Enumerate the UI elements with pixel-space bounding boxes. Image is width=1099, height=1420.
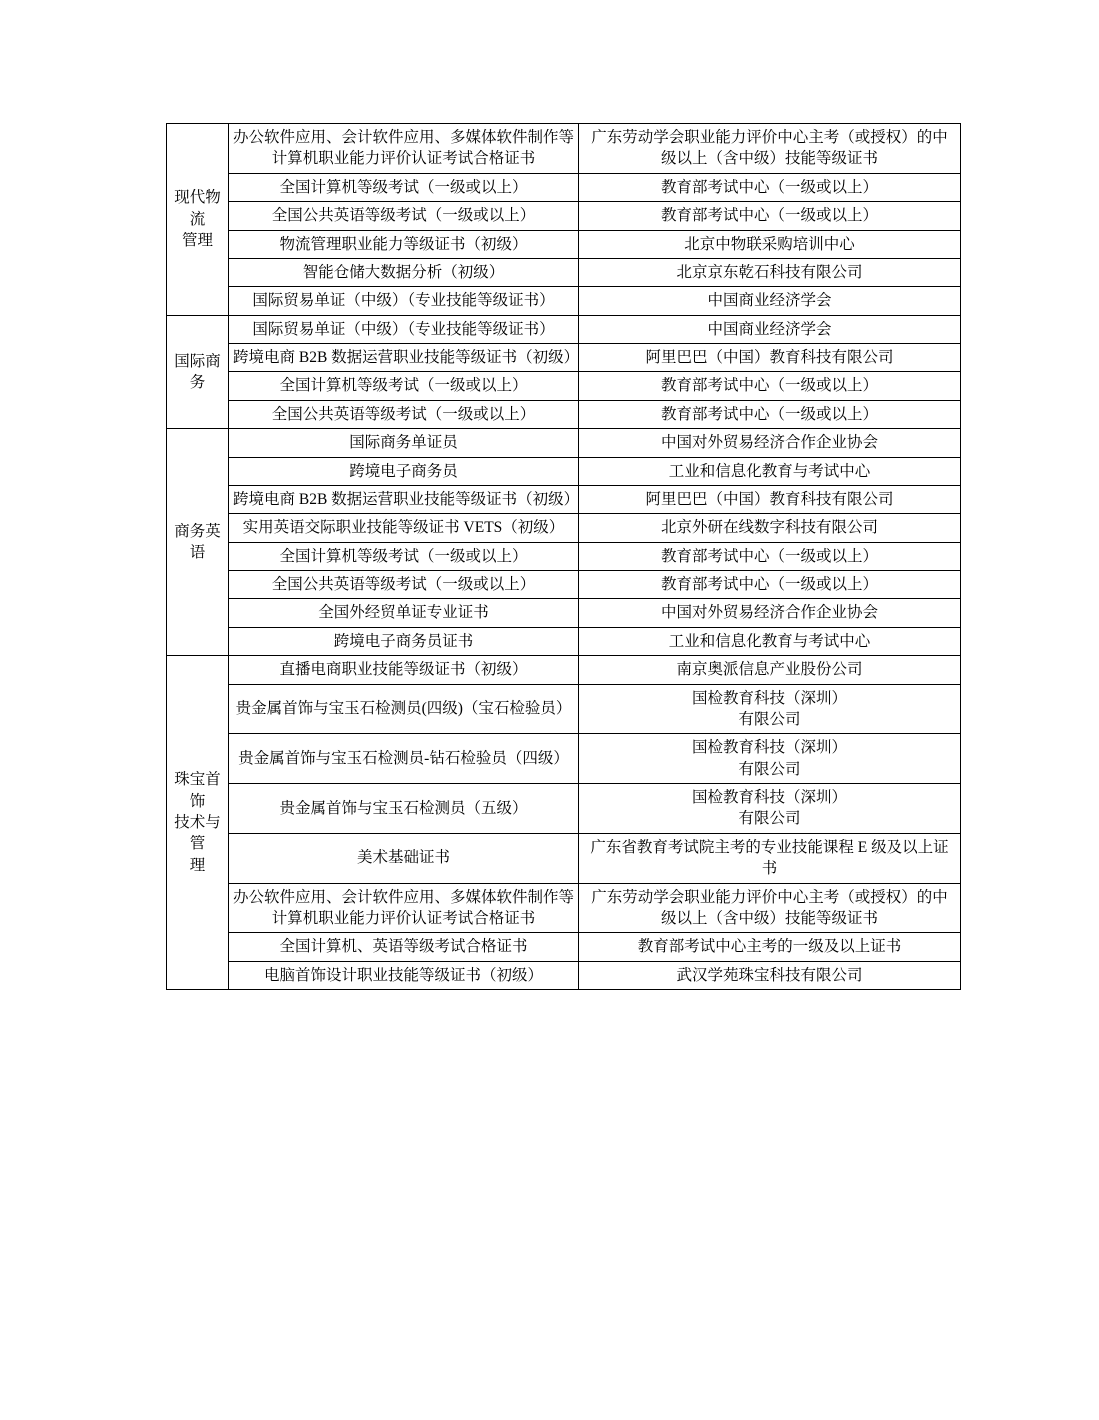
certificate-name-cell	[229, 315, 579, 343]
text-line: 直播电商职业技能等级证书（初级）	[279, 661, 528, 679]
text-line: 书	[761, 860, 778, 878]
table-row	[167, 287, 961, 315]
text-line: 技术与管	[174, 813, 221, 853]
issuer-name-cell	[579, 287, 961, 315]
issuer-name-cell	[579, 514, 961, 542]
certificate-name-cell	[229, 429, 579, 457]
text-line: 跨境电商 B2B 数据运营职业技能等级证书（初级）	[233, 349, 580, 366]
issuer-name-cell	[579, 400, 961, 428]
text-line: 贵金属首饰与宝玉石检测员（五级）	[279, 799, 528, 817]
text-line: 级以上（含中级）技能等级证书	[660, 150, 878, 168]
table-row	[167, 485, 961, 513]
text-line: 贵金属首饰与宝玉石检测员(四级)（宝石检验员）	[235, 700, 572, 718]
text-line: 级以上（含中级）技能等级证书	[660, 909, 878, 927]
text-line: 跨境电商 B2B 数据运营职业技能等级证书（初级）	[233, 490, 580, 508]
issuer-name-cell	[579, 485, 961, 513]
text-line: 国际贸易单证（中级）（专业技能等级证书）	[252, 320, 555, 338]
text-line: 广东劳动学会职业能力评价中心主考（或授权）的中	[591, 888, 948, 906]
table-row	[167, 542, 961, 570]
text-line: 全国公共英语等级考试（一级或以上）	[271, 207, 536, 225]
issuer-name-cell	[579, 883, 961, 933]
text-line: 中国对外贸易经济合作企业协会	[660, 434, 878, 452]
text-line: 管理	[181, 232, 213, 249]
issuer-name-cell	[579, 734, 961, 784]
certificate-name-cell	[229, 287, 579, 315]
text-line: 有限公司	[738, 810, 801, 828]
certificate-name-cell	[229, 734, 579, 784]
certificate-name-cell	[229, 202, 579, 230]
text-line: 教育部考试中心（一级或以上）	[660, 405, 878, 423]
text-line: 国检教育科技（深圳）	[691, 689, 847, 707]
certificate-name-cell	[229, 833, 579, 883]
text-line: 珠宝首饰	[174, 771, 221, 810]
text-line: 广东省教育考试院主考的专业技能课程 E 级及以上证	[590, 838, 949, 856]
issuer-name-cell	[579, 429, 961, 457]
issuer-name-cell	[579, 784, 961, 834]
table-row	[167, 230, 961, 258]
text-line: 办公软件应用、会计软件应用、多媒体软件制作等	[233, 129, 575, 146]
text-line: 智能仓储大数据分析（初级）	[302, 263, 505, 281]
text-line: 教育部考试中心（一级或以上）	[660, 576, 878, 593]
table-row	[167, 656, 961, 684]
issuer-name-cell	[579, 202, 961, 230]
certificate-name-cell	[229, 173, 579, 201]
issuer-name-cell	[579, 542, 961, 570]
table-row	[167, 258, 961, 286]
text-line: 阿里巴巴（中国）教育科技有限公司	[645, 349, 894, 366]
table-row	[167, 883, 961, 933]
text-line: 全国计算机、英语等级考试合格证书	[279, 938, 528, 956]
text-line: 全国公共英语等级考试（一级或以上）	[271, 405, 536, 423]
table-row	[167, 734, 961, 784]
certificate-name-cell	[229, 124, 579, 174]
certificate-name-cell	[229, 961, 579, 989]
major-name-cell	[167, 315, 229, 429]
text-line: 全国公共英语等级考试（一级或以上）	[271, 576, 536, 593]
text-line: 中国对外贸易经济合作企业协会	[660, 604, 878, 622]
certificate-name-cell	[229, 258, 579, 286]
table-row	[167, 372, 961, 400]
text-line: 武汉学苑珠宝科技有限公司	[676, 966, 863, 984]
text-line: 教育部考试中心（一级或以上）	[660, 377, 878, 395]
issuer-name-cell	[579, 173, 961, 201]
text-line: 南京奥派信息产业股份公司	[676, 661, 863, 679]
certificate-name-cell	[229, 400, 579, 428]
text-line: 国际商务单证员	[349, 434, 458, 452]
table-row	[167, 933, 961, 961]
certificate-name-cell	[229, 571, 579, 599]
issuer-name-cell	[579, 124, 961, 174]
text-line: 教育部考试中心主考的一级及以上证书	[637, 938, 902, 956]
text-line: 教育部考试中心（一级或以上）	[660, 547, 878, 565]
issuer-name-cell	[579, 457, 961, 485]
text-line: 全国外经贸单证专业证书	[318, 604, 489, 622]
certificate-name-cell	[229, 230, 579, 258]
text-line: 国检教育科技（深圳）	[691, 789, 847, 806]
text-line: 工业和信息化教育与考试中心	[668, 462, 871, 480]
table-row	[167, 315, 961, 343]
issuer-name-cell	[579, 571, 961, 599]
text-line: 美术基础证书	[356, 849, 450, 867]
table-row	[167, 833, 961, 883]
table-row	[167, 627, 961, 655]
table-row	[167, 429, 961, 457]
text-line: 广东劳动学会职业能力评价中心主考（或授权）的中	[591, 129, 948, 146]
text-line: 全国计算机等级考试（一级或以上）	[279, 547, 528, 565]
table-body	[167, 124, 961, 990]
text-line: 理	[189, 856, 206, 874]
certificate-name-cell	[229, 542, 579, 570]
text-line: 教育部考试中心（一级或以上）	[660, 207, 878, 225]
text-line: 全国计算机等级考试（一级或以上）	[279, 377, 528, 395]
text-line: 计算机职业能力评价认证考试合格证书	[271, 909, 536, 927]
text-line: 教育部考试中心（一级或以上）	[660, 178, 878, 196]
table-row	[167, 684, 961, 734]
certificate-requirements-table	[166, 123, 961, 990]
text-line: 中国商业经济学会	[707, 292, 832, 310]
text-line: 跨境电子商务员	[349, 462, 458, 480]
text-line: 计算机职业能力评价认证考试合格证书	[271, 150, 536, 168]
certificate-name-cell	[229, 684, 579, 734]
text-line: 中国商业经济学会	[707, 320, 832, 338]
table-row	[167, 124, 961, 174]
table-row	[167, 571, 961, 599]
certificate-name-cell	[229, 514, 579, 542]
certificate-name-cell	[229, 457, 579, 485]
issuer-name-cell	[579, 961, 961, 989]
text-line: 国际贸易单证（中级）（专业技能等级证书）	[252, 292, 555, 310]
text-line: 商务英语	[174, 522, 221, 562]
table-row	[167, 599, 961, 627]
text-line: 现代物流	[174, 189, 221, 228]
issuer-name-cell	[579, 656, 961, 684]
issuer-name-cell	[579, 315, 961, 343]
text-line: 物流管理职业能力等级证书（初级）	[279, 235, 528, 253]
text-line: 跨境电子商务员证书	[333, 632, 474, 650]
certificate-name-cell	[229, 599, 579, 627]
issuer-name-cell	[579, 627, 961, 655]
issuer-name-cell	[579, 833, 961, 883]
table-row	[167, 173, 961, 201]
text-line: 北京外研在线数字科技有限公司	[660, 519, 878, 537]
issuer-name-cell	[579, 599, 961, 627]
major-name-cell	[167, 429, 229, 656]
table-row	[167, 514, 961, 542]
issuer-name-cell	[579, 372, 961, 400]
issuer-name-cell	[579, 344, 961, 372]
text-line: 国检教育科技（深圳）	[691, 739, 847, 757]
issuer-name-cell	[579, 933, 961, 961]
table-row	[167, 344, 961, 372]
text-line: 北京京东乾石科技有限公司	[676, 263, 863, 281]
text-line: 阿里巴巴（中国）教育科技有限公司	[645, 490, 894, 508]
issuer-name-cell	[579, 684, 961, 734]
certificate-name-cell	[229, 372, 579, 400]
certificate-name-cell	[229, 784, 579, 834]
text-line: 国际商务	[174, 352, 221, 391]
certificate-table-container	[166, 123, 960, 990]
table-row	[167, 961, 961, 989]
table-row	[167, 400, 961, 428]
issuer-name-cell	[579, 258, 961, 286]
text-line: 办公软件应用、会计软件应用、多媒体软件制作等	[233, 888, 575, 906]
text-line: 贵金属首饰与宝玉石检测员-钻石检验员（四级）	[238, 749, 569, 767]
table-row	[167, 784, 961, 834]
major-name-cell	[167, 656, 229, 990]
certificate-name-cell	[229, 344, 579, 372]
major-name-cell	[167, 124, 229, 316]
certificate-name-cell	[229, 933, 579, 961]
text-line: 全国计算机等级考试（一级或以上）	[279, 178, 528, 196]
text-line: 有限公司	[738, 710, 801, 728]
table-row	[167, 202, 961, 230]
certificate-name-cell	[229, 883, 579, 933]
text-line: 电脑首饰设计职业技能等级证书（初级）	[263, 966, 543, 984]
issuer-name-cell	[579, 230, 961, 258]
text-line: 北京中物联采购培训中心	[684, 235, 855, 253]
text-line: 实用英语交际职业技能等级证书 VETS（初级）	[242, 519, 565, 537]
table-row	[167, 457, 961, 485]
certificate-name-cell	[229, 656, 579, 684]
text-line: 有限公司	[738, 760, 801, 778]
certificate-name-cell	[229, 485, 579, 513]
text-line: 工业和信息化教育与考试中心	[668, 632, 871, 650]
certificate-name-cell	[229, 627, 579, 655]
